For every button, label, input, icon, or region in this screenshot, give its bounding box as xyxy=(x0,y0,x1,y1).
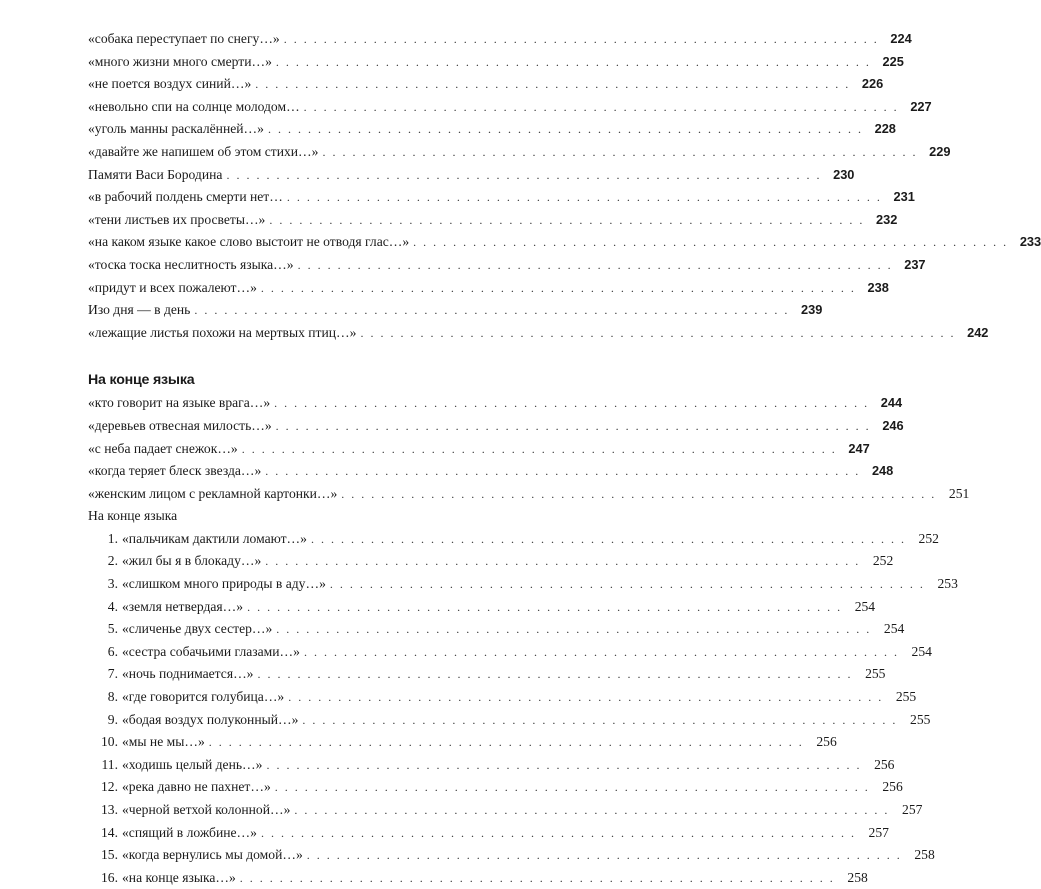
toc-entry-title: «сестра собачьими глазами…» xyxy=(122,643,300,659)
dot-leader: ............................................................ xyxy=(302,712,903,727)
entry-number: 14. xyxy=(101,824,118,840)
toc-entry[interactable] xyxy=(88,460,894,483)
numbered-entries-list xyxy=(88,528,958,889)
subsection-title: На конце языка xyxy=(88,508,178,524)
toc-entry-title: «когда теряет блеск звезда…» xyxy=(88,463,262,479)
dot-leader: ............................................................ xyxy=(294,803,895,817)
toc-entry-page: 251 xyxy=(948,485,970,501)
toc-entry-title: «уголь манны раскалённей…» xyxy=(88,121,264,137)
toc-entry-page: 255 xyxy=(910,711,931,727)
toc-entry-title: «много жизни много смерти…» xyxy=(88,53,272,69)
toc-entry[interactable] xyxy=(88,415,904,438)
toc-entry-page: 239 xyxy=(801,302,823,318)
dot-leader: ............................................................ xyxy=(257,667,858,682)
toc-entry-page: 229 xyxy=(929,143,951,159)
toc-entry-page: 257 xyxy=(902,802,923,817)
toc-entry-page: 255 xyxy=(895,689,917,705)
toc-entry-page: 225 xyxy=(882,53,904,69)
entry-number: 5. xyxy=(107,621,118,637)
table-of-contents xyxy=(88,28,1041,889)
numbered-toc-entry[interactable] xyxy=(88,754,895,777)
toc-entry-title: «женским лицом с рекламной картонки…» xyxy=(88,485,338,501)
toc-entry[interactable] xyxy=(88,322,989,345)
toc-entry-title: «придут и всех пожалеют…» xyxy=(88,279,257,295)
entry-number: 1. xyxy=(107,530,118,546)
toc-entry-title: «не поется воздух синий…» xyxy=(88,76,252,92)
dot-leader: ............................................................ xyxy=(413,235,1014,250)
entry-number: 2. xyxy=(107,553,118,569)
dot-leader: ............................................................ xyxy=(266,757,867,772)
toc-entry-page: 258 xyxy=(914,847,935,863)
toc-entry-title: «река давно не пахнет…» xyxy=(122,779,271,795)
toc-entry-page: 247 xyxy=(848,440,870,456)
toc-entry-title: «на каком языке какое слово выстоит не отводя глас…» xyxy=(88,234,410,250)
toc-entry-page: 232 xyxy=(876,211,898,227)
toc-entry-title: «в рабочий полдень смерти нет… xyxy=(88,189,283,205)
toc-entry[interactable] xyxy=(88,164,855,187)
entry-number: 12. xyxy=(101,779,118,795)
toc-entry-title: «мы не мы…» xyxy=(122,734,205,750)
toc-entry-page: 255 xyxy=(865,666,886,682)
dot-leader: ............................................................ xyxy=(267,122,868,137)
toc-entry[interactable] xyxy=(88,28,912,51)
numbered-toc-entry[interactable] xyxy=(88,550,894,573)
toc-entry-page: 257 xyxy=(868,824,889,840)
toc-entry-page: 242 xyxy=(967,324,989,340)
numbered-toc-entry[interactable] xyxy=(88,573,958,596)
dot-leader: ............................................................ xyxy=(306,848,907,863)
toc-entry-title: «черной ветхой колонной…» xyxy=(122,802,291,817)
dot-leader: ............................................................ xyxy=(303,99,904,114)
dot-leader: ............................................................ xyxy=(303,644,904,659)
entry-number: 3. xyxy=(107,576,118,592)
dot-leader: ............................................................ xyxy=(286,190,887,205)
toc-entry-title: «давайте же напишем об этом стихи…» xyxy=(88,143,319,159)
entry-number: 16. xyxy=(101,869,118,885)
toc-entry-title: «кто говорит на языке врага…» xyxy=(88,395,271,411)
toc-entry-page: 254 xyxy=(854,598,876,614)
dot-leader: ............................................................ xyxy=(310,531,911,546)
toc-entry-page: 252 xyxy=(872,553,894,569)
section-heading: На конце языка xyxy=(88,372,195,389)
toc-entry-title: «ходишь целый день…» xyxy=(122,756,263,772)
toc-entry[interactable] xyxy=(88,186,915,209)
toc-entry-title: «тени листьев их просветы…» xyxy=(88,211,266,227)
toc-entry-page: 254 xyxy=(883,621,905,637)
toc-entry[interactable] xyxy=(88,254,926,277)
toc-entry-page: 258 xyxy=(847,869,868,885)
entry-number: 7. xyxy=(107,666,118,682)
toc-entry-page: 256 xyxy=(882,779,903,795)
top-entries-list xyxy=(88,28,1041,344)
dot-leader: ............................................................ xyxy=(274,396,875,411)
entry-number: 10. xyxy=(101,734,118,750)
toc-entry-title: «лежащие листья похожи на мертвых птиц…» xyxy=(88,324,357,340)
toc-entry-title: «где говорится голубица…» xyxy=(122,689,285,705)
numbered-toc-entry[interactable] xyxy=(88,618,905,641)
dot-leader: ............................................................ xyxy=(341,486,942,501)
dot-leader: ............................................................ xyxy=(297,257,898,272)
toc-entry[interactable] xyxy=(88,209,898,232)
dot-leader: ............................................................ xyxy=(255,77,856,92)
toc-entry-page: 253 xyxy=(937,576,958,592)
numbered-toc-entry[interactable] xyxy=(88,822,889,845)
numbered-toc-entry[interactable] xyxy=(88,709,931,732)
toc-entry-page: 238 xyxy=(867,279,889,295)
toc-entry-title: «деревьев отвесная милость…» xyxy=(88,417,272,433)
toc-entry-page: 248 xyxy=(871,463,894,479)
dot-leader: ............................................................ xyxy=(241,441,842,456)
toc-entry-title: «тоска тоска неслитность языка…» xyxy=(88,256,294,272)
toc-entry-page: 252 xyxy=(918,530,939,546)
toc-entry[interactable] xyxy=(88,231,1041,254)
toc-entry-page: 246 xyxy=(882,417,904,433)
entry-number: 11. xyxy=(101,756,118,772)
toc-entry-page: 244 xyxy=(880,395,903,411)
dot-leader: ............................................................ xyxy=(260,280,861,295)
toc-entry-title: «ночь поднимается…» xyxy=(122,666,254,682)
dot-leader: ............................................................ xyxy=(247,599,848,614)
toc-entry[interactable] xyxy=(88,438,870,461)
toc-entry-title: «невольно спи на солнце молодом… xyxy=(88,98,300,114)
toc-entry-title: Памяти Васи Бородина xyxy=(88,166,223,182)
dot-leader: ............................................................ xyxy=(274,780,875,795)
dot-leader: ............................................................ xyxy=(275,418,876,433)
toc-entry-title: «собака переступает по снегу…» xyxy=(88,31,280,46)
entry-number: 15. xyxy=(101,847,118,863)
toc-entry[interactable] xyxy=(88,51,904,74)
toc-entry-title: «слишком много природы в аду…» xyxy=(122,576,326,592)
dot-leader: ............................................................ xyxy=(194,303,795,318)
toc-entry-title: «жил бы я в блокаду…» xyxy=(122,553,262,569)
toc-entry-page: 228 xyxy=(874,121,896,137)
dot-leader: ............................................................ xyxy=(276,622,877,637)
entry-number: 8. xyxy=(107,689,118,705)
toc-entry-page: 256 xyxy=(874,756,895,772)
toc-entry[interactable] xyxy=(88,118,896,141)
toc-entry-page: 230 xyxy=(833,166,855,182)
toc-entry-page: 233 xyxy=(1019,234,1041,250)
toc-entry[interactable] xyxy=(88,483,970,506)
dot-leader: ............................................................ xyxy=(269,212,870,227)
toc-entry-title: «с неба падает снежок…» xyxy=(88,440,238,456)
toc-entry-title: Изо дня — в день xyxy=(88,302,191,318)
dot-leader: ............................................................ xyxy=(283,32,884,46)
dot-leader: ............................................................ xyxy=(322,144,923,159)
entry-number: 4. xyxy=(107,598,118,614)
toc-entry-title: «бодая воздух полуконный…» xyxy=(122,711,299,727)
numbered-toc-entry[interactable] xyxy=(88,596,876,619)
toc-entry-title: «сличенье двух сестер…» xyxy=(122,621,273,637)
dot-leader: ............................................................ xyxy=(226,167,827,182)
numbered-toc-entry[interactable] xyxy=(88,776,903,799)
numbered-toc-entry[interactable] xyxy=(88,528,939,551)
toc-entry-page: 226 xyxy=(861,76,884,92)
toc-entry-title: «спящий в ложбине…» xyxy=(122,824,257,840)
dot-leader: ............................................................ xyxy=(239,870,840,885)
toc-entry-title: «земля нетвердая…» xyxy=(122,598,244,614)
toc-entry-page: 227 xyxy=(910,98,932,114)
numbered-toc-entry[interactable] xyxy=(88,663,886,686)
toc-entry-page: 256 xyxy=(816,734,837,750)
dot-leader: ............................................................ xyxy=(329,577,930,592)
numbered-toc-entry[interactable] xyxy=(88,686,917,709)
toc-entry-title: «когда вернулись мы домой…» xyxy=(122,847,303,863)
toc-entry-page: 224 xyxy=(890,31,912,46)
dot-leader: ............................................................ xyxy=(208,735,809,750)
dot-leader: ............................................................ xyxy=(360,325,961,340)
toc-entry-title: «пальчикам дактили ломают…» xyxy=(122,530,307,546)
toc-entry[interactable] xyxy=(88,299,823,322)
numbered-toc-entry[interactable] xyxy=(88,641,932,664)
toc-entry-page: 231 xyxy=(893,189,915,205)
numbered-toc-entry[interactable] xyxy=(88,731,837,754)
toc-entry[interactable] xyxy=(88,277,889,300)
toc-entry-page: 237 xyxy=(904,256,926,272)
toc-entry[interactable] xyxy=(88,96,932,119)
toc-entry[interactable] xyxy=(88,392,903,415)
entry-number: 13. xyxy=(101,802,118,817)
numbered-toc-entry[interactable] xyxy=(88,799,923,822)
numbered-toc-entry[interactable] xyxy=(88,867,868,889)
toc-entry-title: «на конце языка…» xyxy=(122,869,236,885)
section-entries-list xyxy=(88,392,970,505)
numbered-toc-entry[interactable] xyxy=(88,844,935,867)
toc-entry[interactable] xyxy=(88,73,884,96)
toc-entry-page: 254 xyxy=(911,643,932,659)
dot-leader: ............................................................ xyxy=(265,554,866,569)
dot-leader: ............................................................ xyxy=(275,54,876,69)
entry-number: 9. xyxy=(107,711,118,727)
toc-entry[interactable] xyxy=(88,141,951,164)
dot-leader: ............................................................ xyxy=(260,825,861,840)
entry-number: 6. xyxy=(107,643,118,659)
dot-leader: ............................................................ xyxy=(288,690,889,705)
dot-leader: ............................................................ xyxy=(265,464,866,479)
